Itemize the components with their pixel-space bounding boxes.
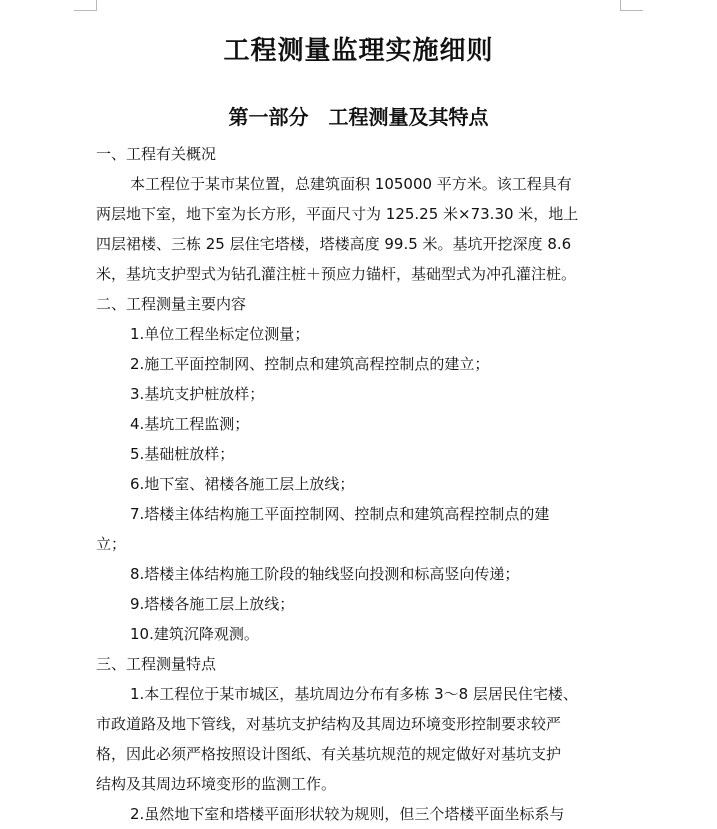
section-heading-3: 三、工程测量特点 — [96, 655, 217, 673]
section-heading-2: 二、工程测量主要内容 — [96, 295, 247, 313]
paragraph-line: 结构及其周边环境变形的监测工作。 — [96, 775, 337, 793]
paragraph-line: 米，基坑支护型式为钻孔灌注桩＋预应力锚杆，基础型式为冲孔灌注桩。 — [96, 265, 577, 283]
list-item: 7.塔楼主体结构施工平面控制网、控制点和建筑高程控制点的建 — [130, 505, 550, 523]
part-title: 第一部分 工程测量及其特点 — [228, 105, 489, 129]
list-item: 2.施工平面控制网、控制点和建筑高程控制点的建立； — [130, 355, 490, 373]
list-item: 1.单位工程坐标定位测量； — [130, 325, 310, 343]
paragraph-line: 四层裙楼、三栋 25 层住宅塔楼，塔楼高度 99.5 米。基坑开挖深度 8.6 — [96, 235, 572, 253]
document-title: 工程测量监理实施细则 — [223, 36, 494, 66]
paragraph-line: 本工程位于某市某位置，总建筑面积 105000 平方米。该工程具有 — [130, 175, 572, 193]
list-item-continuation: 立； — [96, 535, 127, 553]
list-item: 8.塔楼主体结构施工阶段的轴线竖向投测和标高竖向传递； — [130, 565, 520, 583]
list-item: 9.塔楼各施工层上放线； — [130, 595, 295, 613]
paragraph-line: 格，因此必须严格按照设计图纸、有关基坑规范的规定做好对基坑支护 — [96, 745, 562, 763]
paragraph-line: 1.本工程位于某市城区，基坑周边分布有多栋 3～8 层居民住宅楼、 — [130, 685, 578, 703]
section-heading-1: 一、工程有关概况 — [96, 145, 217, 163]
paragraph-line: 两层地下室，地下室为长方形，平面尺寸为 125.25 米×73.30 米，地上 — [96, 205, 579, 223]
paragraph-line: 市政道路及地下管线，对基坑支护结构及其周边环境变形控制要求较严 — [96, 715, 562, 733]
list-item: 4.基坑工程监测； — [130, 415, 250, 433]
list-item: 3.基坑支护桩放样； — [130, 385, 265, 403]
list-item: 6.地下室、裙楼各施工层上放线； — [130, 475, 355, 493]
list-item: 5.基础桩放样； — [130, 445, 235, 463]
list-item: 10.建筑沉降观测。 — [130, 625, 259, 643]
paragraph-line: 2.虽然地下室和塔楼平面形状较为规则，但三个塔楼平面坐标系与 — [130, 805, 565, 823]
